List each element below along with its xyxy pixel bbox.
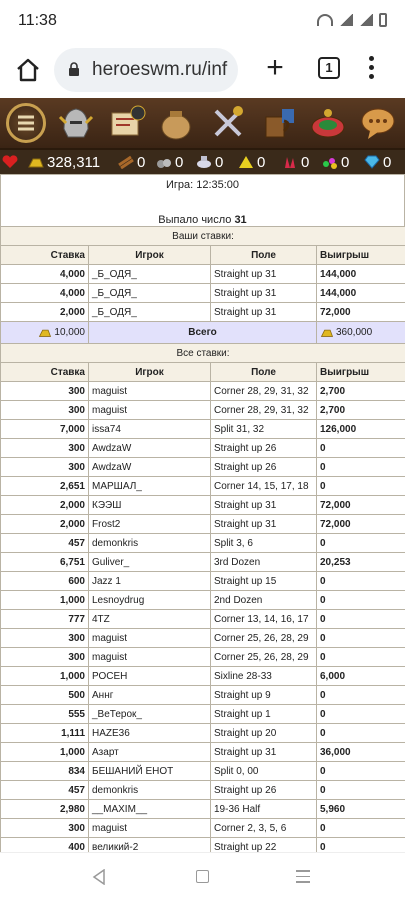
player-link[interactable]: maguist [89,819,211,838]
stake-cell: 300 [1,629,89,648]
stake-cell: 300 [1,439,89,458]
win-cell: 20,253 [317,553,405,572]
ore-icon [156,155,172,169]
table-row [1,705,405,724]
result-line [0,194,405,226]
total-stake: 10,000 [54,327,85,339]
swords-icon[interactable] [208,103,248,143]
player-link[interactable]: _ВеТерок_ [89,705,211,724]
total-label: Всего [89,322,317,344]
player-link[interactable]: Frost2 [89,515,211,534]
table-row [1,477,405,496]
stake-cell: 2,000 [1,303,89,322]
player-link[interactable]: demonkris [89,781,211,800]
stake-cell: 2,000 [1,496,89,515]
field-cell: Straight up 20 [211,724,317,743]
field-cell: Corner 13, 14, 16, 17 [211,610,317,629]
table-row [1,458,405,477]
roulette-result-panel [0,174,405,857]
field-cell: Straight up 26 [211,781,317,800]
crystals-item [282,153,309,171]
win-cell: 144,000 [317,284,405,303]
win-cell: 0 [317,762,405,781]
player-link[interactable]: __MAXIM__ [89,800,211,819]
win-cell: 2,700 [317,401,405,420]
field-cell: 19-36 Half [211,800,317,819]
win-cell: 72,000 [317,303,405,322]
status-time: 11:38 [18,12,57,29]
gems-icon [322,155,338,169]
stake-cell: 2,980 [1,800,89,819]
field-cell: Straight up 31 [211,515,317,534]
field-cell: Split 0, 00 [211,762,317,781]
player-link[interactable]: МАРШАЛ_ [89,477,211,496]
game-nav [0,98,405,150]
stake-cell: 300 [1,458,89,477]
table-row [1,762,405,781]
win-cell: 0 [317,819,405,838]
browser-menu-icon[interactable] [366,56,376,82]
win-cell: 126,000 [317,420,405,439]
table-row [1,667,405,686]
stake-cell: 600 [1,572,89,591]
wifi-icon [317,14,333,26]
stake-cell: 2,651 [1,477,89,496]
browser-toolbar [0,42,405,98]
table-row [1,553,405,572]
gold-amount: 328,311 [47,153,101,171]
player-link[interactable]: issa74 [89,420,211,439]
stake-cell: 300 [1,819,89,838]
mercury-icon [196,155,212,169]
stake-cell: 7,000 [1,420,89,439]
chat-icon[interactable] [358,103,398,143]
table-row [1,515,405,534]
field-cell: Corner 25, 26, 28, 29 [211,629,317,648]
lock-icon [68,62,80,76]
result-label: Выпало число [158,214,232,226]
table-row [1,743,405,762]
player-link[interactable]: AwdzaW [89,458,211,477]
player-link[interactable]: _Б_ОДЯ_ [89,303,211,322]
player-link[interactable]: AwdzaW [89,439,211,458]
gold-item [28,153,100,171]
signal-icon [339,14,353,26]
mercury-item [196,153,223,171]
sulfur-item [238,153,265,171]
total-row [1,322,405,344]
win-cell: 0 [317,534,405,553]
win-cell: 0 [317,838,405,857]
total-win: 360,000 [336,327,373,339]
field-cell: 2nd Dozen [211,591,317,610]
player-link[interactable]: великий-2 [89,838,211,857]
stake-cell: 834 [1,762,89,781]
field-cell: Split 31, 32 [211,420,317,439]
battery-icon [379,13,387,27]
mercury-amount: 0 [215,153,224,171]
table-row [1,572,405,591]
table-row [1,265,405,284]
system-nav-bar [0,852,405,900]
player-link[interactable]: Jazz 1 [89,572,211,591]
stake-cell: 457 [1,534,89,553]
field-cell: 3rd Dozen [211,553,317,572]
player-link[interactable]: 4TZ [89,610,211,629]
heart-icon [2,155,18,169]
stake-cell: 6,751 [1,553,89,572]
stake-cell: 400 [1,838,89,857]
field-cell: Corner 28, 29, 31, 32 [211,401,317,420]
sulfur-amount: 0 [257,153,266,171]
player-link[interactable]: HAZE36 [89,724,211,743]
crystals-amount: 0 [301,153,310,171]
stake-cell: 1,000 [1,667,89,686]
col-player-header: Игрок [89,363,211,382]
stake-cell: 1,000 [1,591,89,610]
field-cell: Corner 14, 15, 17, 18 [211,477,317,496]
field-cell: Corner 2, 3, 5, 6 [211,819,317,838]
table-row [1,382,405,401]
field-cell: Straight up 31 [211,496,317,515]
gems-item [322,153,349,171]
field-cell: Split 3, 6 [211,534,317,553]
wood-icon [118,155,134,169]
win-cell: 36,000 [317,743,405,762]
player-link[interactable]: Аннг [89,686,211,705]
health-item [2,153,18,171]
gold-icon [320,327,334,338]
player-link[interactable]: БЕШАНИЙ ЕНОТ [89,762,211,781]
stake-cell: 1,000 [1,743,89,762]
player-link[interactable]: maguist [89,648,211,667]
col-stake-header: Ставка [1,246,89,265]
win-cell: 0 [317,781,405,800]
all-bets-title: Все ставки: [1,344,405,363]
gold-icon [38,327,52,338]
roulette-icon[interactable] [308,103,348,143]
back-icon[interactable] [92,869,106,885]
field-cell: Straight up 26 [211,458,317,477]
win-cell: 0 [317,686,405,705]
player-link[interactable]: РОСЕН [89,667,211,686]
home-square-icon[interactable] [196,870,209,883]
col-stake-header: Ставка [1,363,89,382]
address-bar[interactable] [54,48,238,92]
table-row [1,629,405,648]
table-row [1,724,405,743]
win-cell: 72,000 [317,515,405,534]
ore-item [156,153,183,171]
player-link[interactable]: _Б_ОДЯ_ [89,284,211,303]
player-link[interactable]: maguist [89,382,211,401]
player-link[interactable]: Lesnoydrug [89,591,211,610]
win-cell: 0 [317,458,405,477]
player-link[interactable]: maguist [89,629,211,648]
wood-item [118,153,145,171]
sulfur-icon [238,155,254,169]
win-cell: 0 [317,572,405,591]
stake-cell: 2,000 [1,515,89,534]
signal-icon-2 [359,14,373,26]
player-link[interactable]: КЭЭШ [89,496,211,515]
total-stake-cell [1,322,89,344]
field-cell: Straight up 31 [211,284,317,303]
table-row [1,284,405,303]
status-icons [317,13,387,27]
col-field-header: Поле [211,363,317,382]
table-row [1,420,405,439]
field-cell: Sixline 28-33 [211,667,317,686]
win-cell: 6,000 [317,667,405,686]
table-row [1,303,405,322]
total-win-cell [317,322,405,344]
table-row [1,439,405,458]
win-cell: 5,960 [317,800,405,819]
table-row [1,401,405,420]
stake-cell: 457 [1,781,89,800]
gems-amount: 0 [341,153,350,171]
stake-cell: 555 [1,705,89,724]
url-text: heroeswm.ru/inf [92,59,228,80]
stake-cell: 4,000 [1,284,89,303]
field-cell: Straight up 31 [211,303,317,322]
table-row [1,496,405,515]
field-cell: Straight up 1 [211,705,317,724]
field-cell: Straight up 31 [211,743,317,762]
diamond-icon [364,155,380,169]
win-cell: 0 [317,477,405,496]
win-cell: 0 [317,591,405,610]
table-row [1,591,405,610]
field-cell: Corner 28, 29, 31, 32 [211,382,317,401]
table-row [1,819,405,838]
table-row [1,781,405,800]
win-cell: 144,000 [317,265,405,284]
stake-cell: 500 [1,686,89,705]
new-tab-icon[interactable]: + [266,51,284,84]
home-icon[interactable] [14,56,42,84]
crystal-icon [282,155,298,169]
col-player-header: Игрок [89,246,211,265]
tavern-icon[interactable] [258,103,298,143]
stake-cell: 300 [1,401,89,420]
status-bar [0,0,405,42]
player-link[interactable]: demonkris [89,534,211,553]
field-cell: Straight up 26 [211,439,317,458]
win-cell: 0 [317,724,405,743]
field-cell: Straight up 15 [211,572,317,591]
diamonds-amount: 0 [383,153,392,171]
table-row [1,610,405,629]
ore-amount: 0 [175,153,184,171]
stake-cell: 777 [1,610,89,629]
table-row [1,648,405,667]
player-link[interactable]: Guliver_ [89,553,211,572]
win-cell: 0 [317,610,405,629]
stake-cell: 300 [1,382,89,401]
diamonds-item [364,153,391,171]
wood-amount: 0 [137,153,146,171]
table-row [1,534,405,553]
win-cell: 0 [317,705,405,724]
player-link[interactable]: maguist [89,401,211,420]
field-cell: Straight up 9 [211,686,317,705]
player-link[interactable]: Азарт [89,743,211,762]
resource-bar [0,150,405,174]
table-row [1,800,405,819]
win-cell: 2,700 [317,382,405,401]
field-cell: Straight up 22 [211,838,317,857]
field-cell: Corner 25, 26, 28, 29 [211,648,317,667]
map-icon[interactable] [106,103,146,143]
stake-cell: 1,111 [1,724,89,743]
stake-cell: 300 [1,648,89,667]
win-cell: 0 [317,439,405,458]
helmet-icon[interactable] [56,103,96,143]
your-bets-table [0,226,405,857]
field-cell: Straight up 31 [211,265,317,284]
tab-switcher-button[interactable]: 1 [318,57,340,79]
win-cell: 72,000 [317,496,405,515]
bag-icon[interactable] [156,103,196,143]
win-cell: 0 [317,629,405,648]
result-number: 31 [234,214,247,226]
table-row [1,686,405,705]
your-bets-title: Ваши ставки: [1,227,405,246]
recents-icon[interactable] [296,870,310,883]
win-cell: 0 [317,648,405,667]
player-link[interactable]: _Б_ОДЯ_ [89,265,211,284]
gold-icon [28,155,44,169]
menu-icon[interactable] [6,103,46,143]
stake-cell: 4,000 [1,265,89,284]
game-time: Игра: 12:35:00 [0,174,405,194]
col-win-header: Выигрыш [317,246,405,265]
col-field-header: Поле [211,246,317,265]
col-win-header: Выигрыш [317,363,405,382]
